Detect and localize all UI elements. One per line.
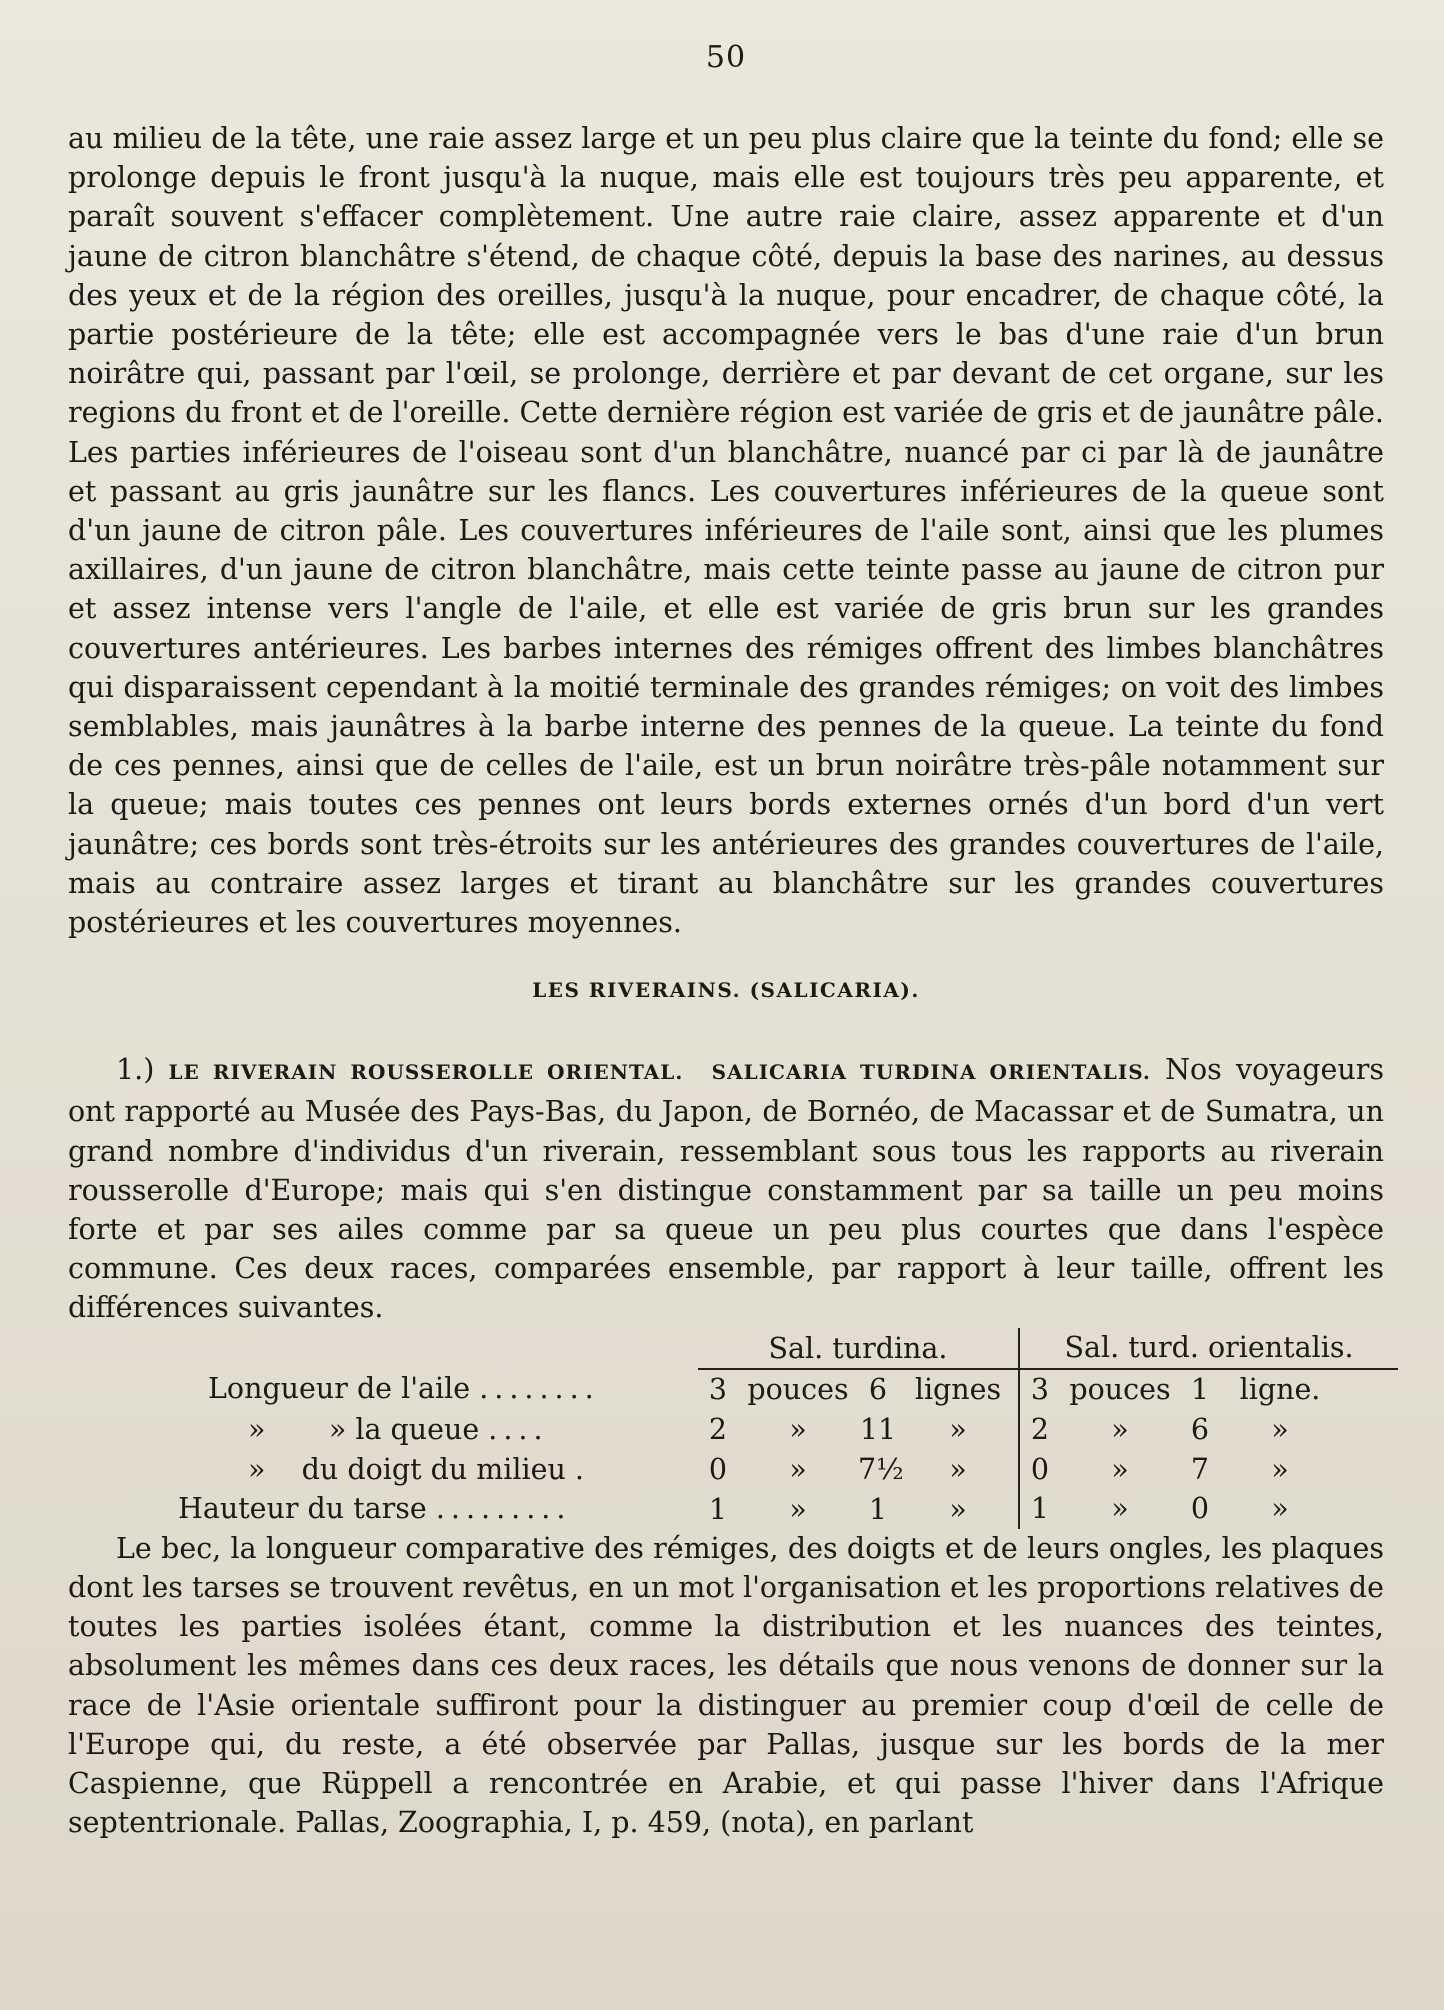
value-turdina: 2 » 11 » <box>698 1409 1019 1449</box>
col-header-orientalis: Sal. turd. orientalis. <box>1019 1328 1398 1369</box>
table-header-blank <box>178 1328 698 1369</box>
table-row <box>178 1489 1398 1529</box>
section-heading: LES RIVERAINS. (SALICARIA). <box>532 978 920 1003</box>
comparison-paragraph: Le bec, la longueur comparative des rémiges, des doigts et de leurs ongles, les plaques dont les tarses se trouvent revêtus, en un mot l'organisation et les proportions relatives de toutes les parties isolées étant, comme la distribution et les nuances des teintes, absolument les mêmes dans ces deux races, les détails que nous venons de donner sur la race de l'Asie orientale suffiront pour la distinguer au premier coup d'œil de celle de l'Europe qui, du reste, a été observée par Pallas, jusque sur les bords de la mer Caspienne, que Rüppell a rencontrée en Arabie, et qui passe l'hiver dans l'Afrique septentrionale. Pallas, Zoographia, I, p. 459, (nota), en parlant <box>68 1531 1384 1840</box>
col-header-turdina: Sal. turdina. <box>698 1328 1019 1369</box>
value-orientalis: 0 » 7 » <box>1030 1452 1289 1486</box>
species-entry <box>68 1050 1384 1327</box>
table-row <box>178 1369 1398 1410</box>
value-orientalis: 1 » 0 » <box>1030 1492 1289 1526</box>
entry-name-latin: SALICARIA TURDINA ORIENTALIS. <box>711 1060 1151 1085</box>
value-turdina: 0 » 7½ » <box>698 1449 1019 1489</box>
value-turdina: 1 » 1 » <box>698 1489 1019 1529</box>
table-row <box>178 1449 1398 1489</box>
page-number: 50 <box>705 40 747 75</box>
table-row <box>178 1409 1398 1449</box>
value-turdina: 3 pouces 6 lignes <box>698 1369 1019 1410</box>
row-label: » » la queue .... <box>248 1412 549 1446</box>
entry-name-french: LE RIVERAIN ROUSSEROLLE ORIENTAL. <box>168 1060 684 1085</box>
value-orientalis: 2 » 6 » <box>1030 1412 1289 1446</box>
measurement-table <box>178 1328 1398 1529</box>
value-orientalis: 3 pouces 1 ligne. <box>1030 1372 1321 1406</box>
row-label: » du doigt du milieu . <box>248 1452 590 1486</box>
row-label: Longueur de l'aile ........ <box>208 1372 600 1406</box>
entry-number: 1.) <box>116 1053 155 1087</box>
description-paragraph: au milieu de la tête, une raie assez large et un peu plus claire que la teinte du fond; elle se prolonge depuis le front jusqu'à la nuque, mais elle est toujours très peu apparente, et paraît souvent s'effacer complètement. Une autre raie claire, assez apparente et d'un jaune de citron blanchâtre s'étend, de chaque côté, depuis la base des narines, au dessus des yeux et de la région des oreilles, jusqu'à la nuque, pour encadrer, de chaque côté, la partie postérieure de la tête; elle est accompagnée vers le bas d'une raie d'un brun noirâtre qui, passant par l'œil, se prolonge, derrière et par devant de cet organe, sur les regions du front et de l'oreille. Cette dernière région est variée de gris et de jaunâtre pâle. Les parties inférieures de l'oiseau sont d'un blanchâtre, nuancé par ci par là de jaunâtre et passant au gris jaunâtre sur les flancs. Les couvertures inférieures de la queue sont d'un jaune de citron pâle. Les couvertures inférieures de l'aile sont, ainsi que les plumes axillaires, d'un jaune de citron blanchâtre, mais cette teinte passe au jaune de citron pur et assez intense vers l'angle de l'aile, et elle est variée de gris brun sur les grandes couvertures antérieures. Les barbes internes des rémiges offrent des limbes blanchâtres qui disparaissent cependant à la moitié terminale des grandes rémiges; on voit des limbes semblables, mais jaunâtres à la barbe interne des pennes de la queue. La teinte du fond de ces pennes, ainsi que de celles de l'aile, est un brun noirâtre très-pâle notamment sur la queue; mais toutes ces pennes ont leurs bords externes ornés d'un bord d'un vert jaunâtre; ces bords sont très-étroits sur les antérieures des grandes couvertures de l'aile, mais au contraire assez larges et tirant au blanchâtre sur les grandes couvertures postérieures et les couvertures moyennes. <box>68 122 1384 940</box>
entry-text: Nos voyageurs ont rapporté au Musée des Pays-Bas, du Japon, de Bornéo, de Macassar et de Sumatra, un grand nombre d'individus d'un riverain, ressemblant sous tous les rapports au riverain rousserolle d'Europe; mais qui s'en distingue constamment par sa taille un peu moins forte et par ses ailes comme par sa queue un peu plus courtes que dans l'espèce commune. Ces deux races, comparées ensemble, par rapport à leur taille, offrent les différences suivantes. <box>68 1053 1385 1325</box>
row-label: Hauteur du tarse ......... <box>178 1492 572 1526</box>
table-header-row <box>178 1328 1398 1369</box>
